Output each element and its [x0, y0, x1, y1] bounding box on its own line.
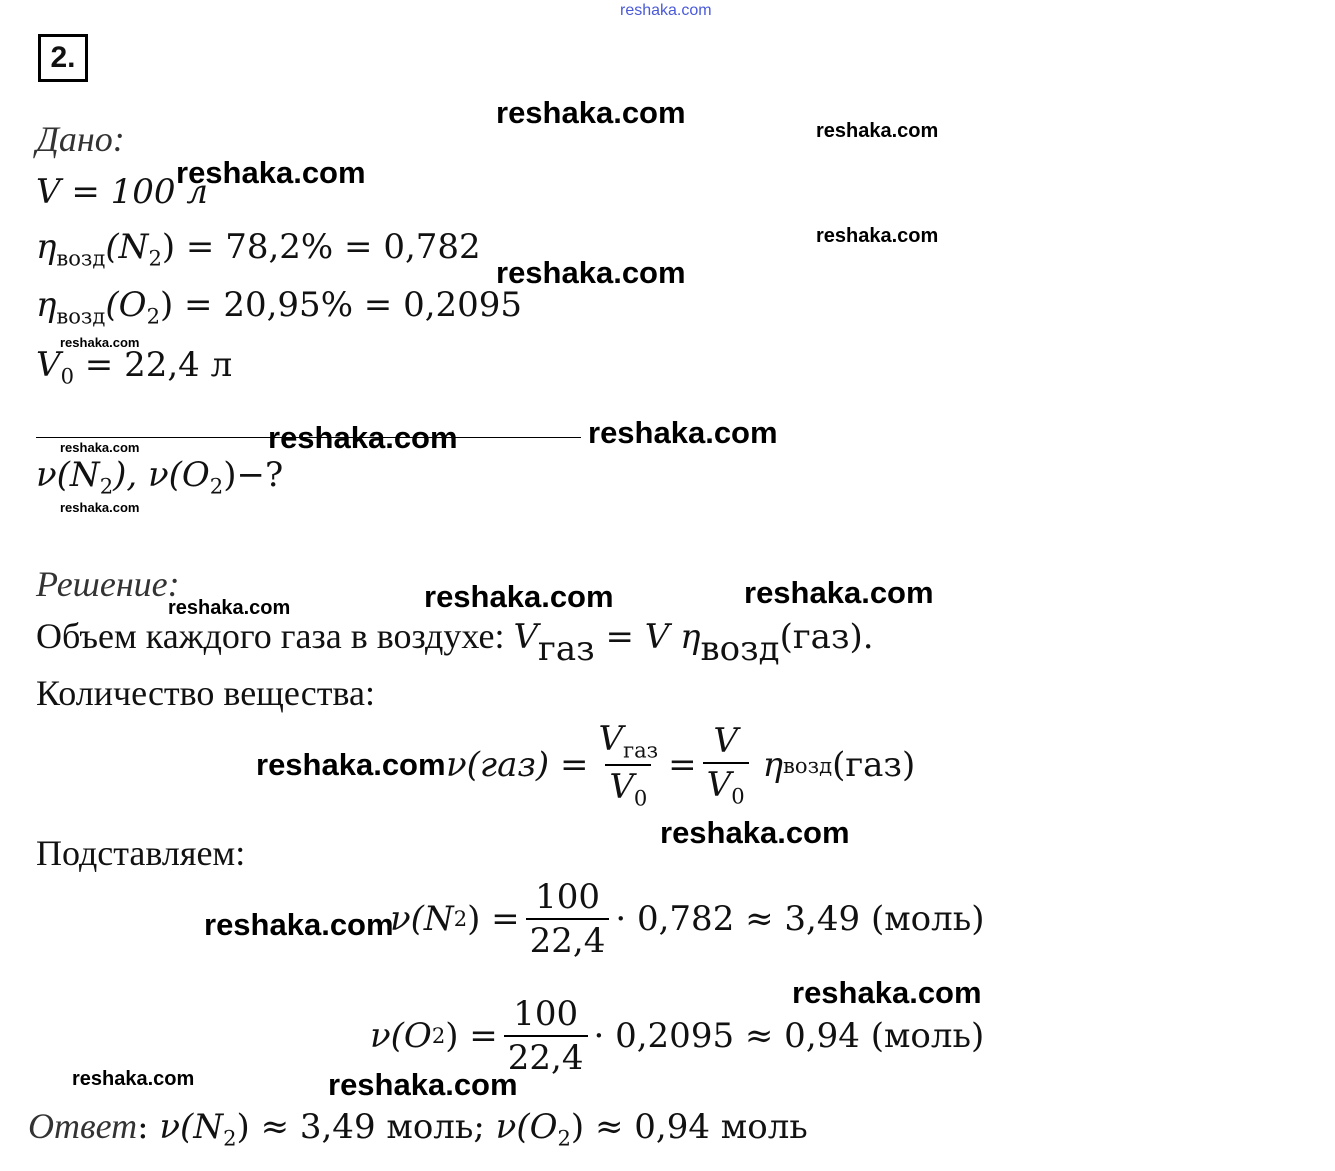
watermark: reshaka.com — [496, 255, 686, 290]
watermark: reshaka.com — [268, 420, 458, 455]
given-eta-n2: $\eta_{возд}(N_2) = 78,2\% = 0,782$ — [36, 227, 481, 271]
watermark: reshaka.com — [424, 579, 614, 614]
watermark: reshaka.com — [60, 500, 140, 515]
amount-heading: Количество вещества: — [36, 673, 375, 713]
solution-heading: Решение: — [36, 564, 180, 604]
fraction: $\frac{100}{22,4}$ — [504, 997, 588, 1075]
watermark: reshaka.com — [328, 1067, 518, 1102]
watermark: reshaka.com — [816, 120, 939, 142]
watermark: reshaka.com — [60, 440, 140, 455]
watermark: reshaka.com — [496, 95, 686, 130]
watermark: reshaka.com — [72, 1068, 195, 1090]
given-divider — [36, 437, 581, 438]
fraction: $\frac{V_{газ}}{V_0}$ — [598, 719, 659, 811]
answer-line: Ответ: $\nu(N_2) \approx 3,49$ моль; $\nu(O_2) \approx 0,94$ моль — [28, 1106, 808, 1151]
given-molar-volume: $V_0 = 22,4$ л — [36, 345, 233, 389]
watermark: reshaka.com — [168, 597, 291, 619]
volume-statement: Объем каждого газа в воздухе: $V_{газ} = V$ $\eta_{возд}(газ)$. — [36, 616, 874, 669]
given-eta-o2: $\eta_{возд}(O_2) = 20,95\% = 0,2095$ — [36, 285, 523, 329]
watermark: reshaka.com — [588, 415, 778, 450]
fraction: $\frac{100}{22,4}$ — [526, 880, 610, 958]
amount-formula: ν(газ) = $\frac{V_{газ}}{V_0}$ = $\frac{V}{V_0}$ η возд (газ) — [446, 719, 916, 811]
watermark: reshaka.com — [256, 747, 446, 782]
watermark: reshaka.com — [176, 155, 366, 190]
watermark: reshaka.com — [204, 907, 394, 942]
watermark: reshaka.com — [660, 815, 850, 850]
watermark: reshaka.com — [60, 335, 140, 350]
watermark: reshaka.com — [620, 2, 712, 19]
given-heading: Дано: — [36, 119, 125, 159]
n2-calculation: ν(N 2 ) = $\frac{100}{22,4}$ · 0,782 ≈ 3,49 (моль) — [390, 877, 985, 961]
task-number: 2. — [38, 34, 88, 82]
substitute-heading: Подставляем: — [36, 833, 246, 873]
watermark: reshaka.com — [744, 575, 934, 610]
given-volume: V = 100 л — [36, 172, 209, 212]
o2-calculation: ν(O 2 ) = $\frac{100}{22,4}$ · 0,2095 ≈ 0,94 (моль) — [370, 994, 985, 1078]
fraction: $\frac{V}{V_0}$ — [703, 724, 749, 806]
find-line: $\nu(N_2)$, $\nu(O_2)-$? — [36, 455, 284, 499]
watermark: reshaka.com — [816, 225, 939, 247]
watermark: reshaka.com — [792, 975, 982, 1010]
